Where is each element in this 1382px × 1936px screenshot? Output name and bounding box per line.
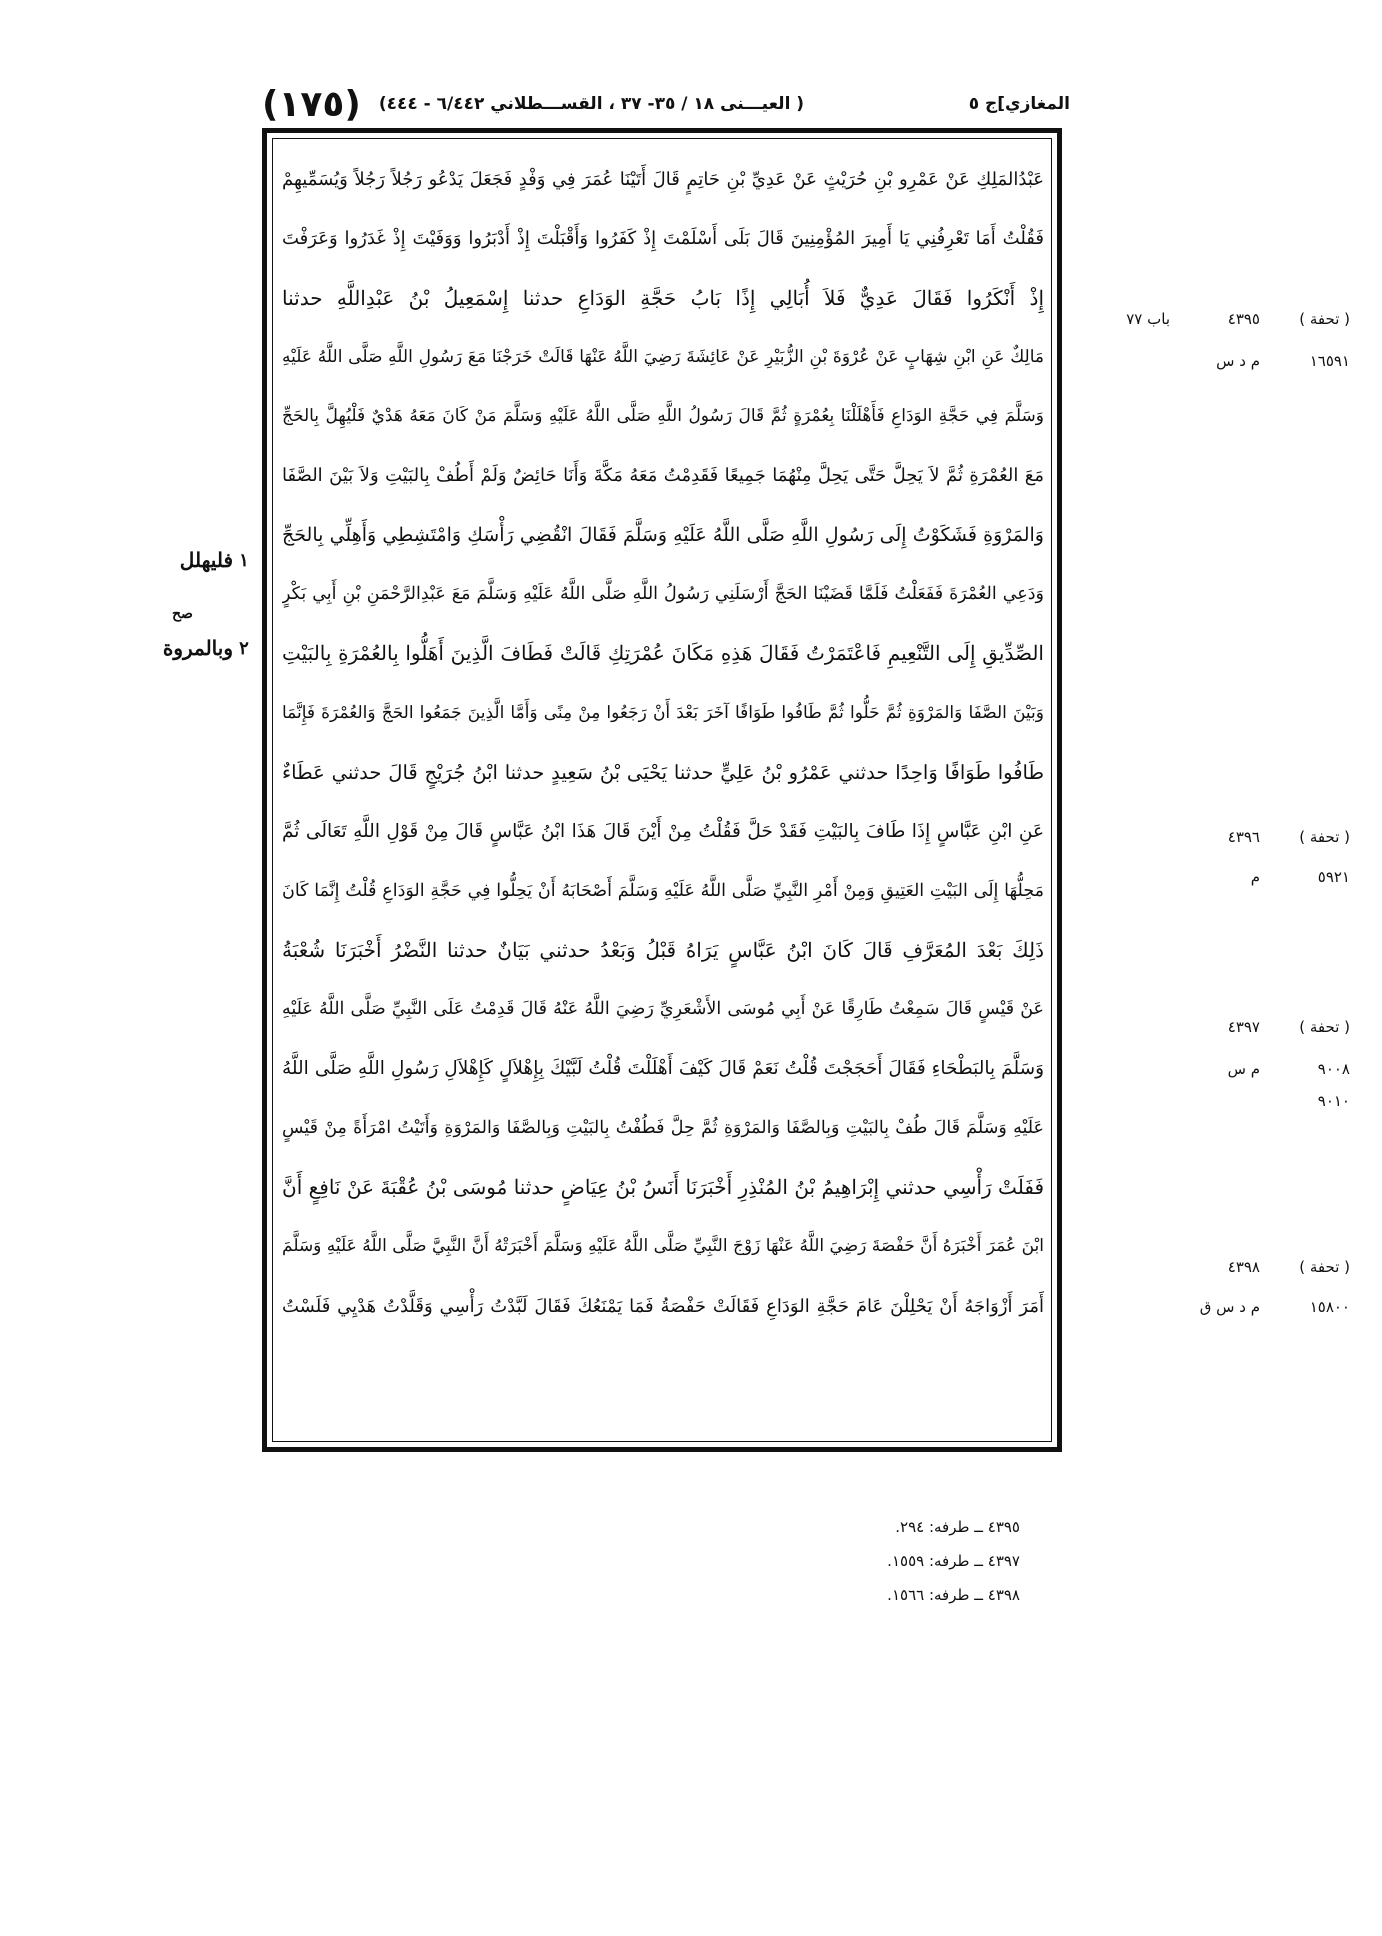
tuhfa-ref-row bbox=[1090, 352, 1350, 376]
tuhfa-label: ( تحفة ) bbox=[1299, 1018, 1350, 1036]
text-line: إِذْ أَنْكَرُوا فَقَالَ عَدِيٌّ فَلاَ أُبَالِي إِذًا بَابُ حَجَّةِ الوَدَاعِ حدثنا إِسْمَعِيلُ بْنُ عَبْدِاللَّهِ حدثنا bbox=[282, 285, 1044, 310]
text-line: ابْنَ عُمَرَ أَخْبَرَهُ أَنَّ حَفْصَةَ رَضِيَ اللَّهُ عَنْهَا زَوْجَ النَّبِيِّ صَلَّى اللَّهُ عَلَيْهِ وَسَلَّمَ أَخْبَرَتْهُ أَنَّ النَّبِيَّ صَلَّى اللَّهُ عَلَيْهِ وَسَلَّمَ bbox=[282, 1236, 1044, 1257]
hadith-number: ٤٣٩٧ bbox=[1227, 1018, 1260, 1036]
text-line: فَقُلْتُ أَمَا تَعْرِفُنِي يَا أَمِيرَ المُؤْمِنِينَ قَالَ بَلَى أَسْلَمْتَ إِذْ كَفَرُوا وَأَقْبَلْتَ إِذْ أَدْبَرُوا وَوَفَيْتَ إِذْ غَدَرُوا وَعَرَفْتَ bbox=[282, 228, 1044, 250]
tuhfa-number: ٥٩٢١ bbox=[1317, 868, 1350, 886]
tuhfa-label: ( تحفة ) bbox=[1299, 310, 1350, 328]
tuhfa-number: ١٥٨٠٠ bbox=[1309, 1298, 1350, 1316]
book-label: المغازي]ج ٥ bbox=[968, 94, 1070, 114]
tuhfa-ref-row bbox=[1090, 868, 1350, 892]
text-line: مَعَ العُمْرَةِ ثُمَّ لاَ يَحِلَّ حَتَّى يَحِلَّ مِنْهُمَا جَمِيعًا فَقَدِمْتُ مَعَهُ مَكَّةَ وَأَنَا حَائِضٌ وَلَمْ أَطُفْ بِالبَيْتِ وَلاَ بَيْنَ الصَّفَا bbox=[282, 465, 1044, 487]
sahh-mark: صح bbox=[172, 606, 193, 622]
text-line: عَنْ قَيْسٍ قَالَ سَمِعْتُ طَارِقًا عَنْ أَبِي مُوسَى الأَشْعَرِيِّ رَضِيَ اللَّهُ عَنْهُ قَالَ قَدِمْتُ عَلَى النَّبِيِّ صَلَّى اللَّهُ عَلَيْهِ bbox=[282, 999, 1044, 1020]
hadith-number: ٤٣٩٥ bbox=[1227, 310, 1260, 328]
footnote: ٤٣٩٥ ــ طرفه: ٢٩٤. bbox=[895, 1518, 1020, 1536]
tuhfa-sigla: م د س ق bbox=[1199, 1298, 1260, 1316]
text-line: عَلَيْهِ وَسَلَّمَ قَالَ طُفْ بِالبَيْتِ وَبِالصَّفَا وَالمَرْوَةِ ثُمَّ حِلَّ فَطُفْتُ بِالبَيْتِ وَبِالصَّفَا وَالمَرْوَةِ وَأَتَيْتُ امْرَأَةً مِنْ قَيْسٍ bbox=[282, 1117, 1044, 1138]
variant-number: ٢ bbox=[239, 637, 249, 659]
variant-text: فليهلل bbox=[179, 548, 233, 572]
variant-note bbox=[120, 548, 255, 572]
footnotes bbox=[720, 1510, 1020, 1612]
text-line: ذَلِكَ بَعْدَ المُعَرَّفِ قَالَ كَانَ ابْنُ عَبَّاسٍ يَرَاهُ قَبْلُ وَبَعْدُ حدثني بَيَانٌ حدثنا النَّضْرُ أَخْبَرَنَا شُعْبَةُ bbox=[282, 937, 1044, 962]
text-line: وَدَعِي العُمْرَةَ فَفَعَلْتُ فَلَمَّا قَضَيْنَا الحَجَّ أَرْسَلَنِي رَسُولُ اللَّهِ صَلَّى اللَّهُ عَلَيْهِ وَسَلَّمَ مَعَ عَبْدِالرَّحْمَنِ بْنِ أَبِي بَكْرٍ bbox=[282, 584, 1044, 605]
tuhfa-sigla: م bbox=[1250, 868, 1260, 886]
tuhfa-number: ١٦٥٩١ bbox=[1309, 352, 1350, 370]
main-text bbox=[282, 150, 1044, 1435]
text-line: وَبَيْنَ الصَّفَا وَالمَرْوَةِ ثُمَّ حَلُّوا ثُمَّ طَافُوا طَوَافًا آخَرَ بَعْدَ أَنْ رَجَعُوا مِنْ مِنًى وَأَمَّا الَّذِينَ جَمَعُوا الحَجَّ وَالعُمْرَةَ فَإِنَّمَا bbox=[282, 702, 1044, 723]
text-line: عَنِ ابْنِ عَبَّاسٍ إِذَا طَافَ بِالبَيْتِ فَقَدْ حَلَّ فَقُلْتُ مِنْ أَيْنَ قَالَ هَذَا ابْنُ عَبَّاسٍ قَالَ مِنْ قَوْلِ اللَّهِ تَعَالَى ثُمَّ bbox=[282, 821, 1044, 843]
tuhfa-ref-row bbox=[1090, 1092, 1350, 1116]
text-line: مَحِلُّهَا إِلَى البَيْتِ العَتِيقِ وَمِنْ أَمْرِ النَّبِيِّ صَلَّى اللَّهُ عَلَيْهِ وَسَلَّمَ أَصْحَابَهُ أَنْ يَحِلُّوا فِي حَجَّةِ الوَدَاعِ قُلْتُ إِنَّمَا كَانَ bbox=[282, 880, 1044, 901]
tuhfa-ref-row bbox=[1090, 1298, 1350, 1322]
tuhfa-label: ( تحفة ) bbox=[1299, 1258, 1350, 1276]
tuhfa-label: ( تحفة ) bbox=[1299, 828, 1350, 846]
text-line: الصِّدِّيقِ إِلَى التَّنْعِيمِ فَاعْتَمَرْتُ فَقَالَ هَذِهِ مَكَانَ عُمْرَتِكِ قَالَتْ فَطَافَ الَّذِينَ أَهَلُّوا بِالعُمْرَةِ بِالبَيْتِ bbox=[282, 641, 1044, 666]
page-header bbox=[262, 82, 1070, 126]
footnote: ٤٣٩٨ ــ طرفه: ١٥٦٦. bbox=[887, 1586, 1020, 1604]
commentary-references: ( العيـــنى ١٨ / ٣٥- ٣٧ ، القســـطلاني ٦/٤٤٢ - ٤٤٤) bbox=[378, 94, 805, 114]
tuhfa-number: ٩٠١٠ bbox=[1317, 1092, 1350, 1110]
tuhfa-ref-row bbox=[1090, 310, 1350, 334]
tuhfa-sigla: م د س bbox=[1216, 352, 1260, 370]
tuhfa-number: ٩٠٠٨ bbox=[1317, 1060, 1350, 1078]
text-line: وَسَلَّمَ فِي حَجَّةِ الوَدَاعِ فَأَهْلَلْنَا بِعُمْرَةٍ ثُمَّ قَالَ رَسُولُ اللَّهِ صَلَّى اللَّهُ عَلَيْهِ وَسَلَّمَ مَنْ كَانَ مَعَهُ هَدْيٌ فَلْيُهِلَّ بِالحَجِّ bbox=[282, 406, 1044, 427]
tuhfa-ref-row bbox=[1090, 1258, 1350, 1282]
tuhfa-sigla: م س bbox=[1227, 1060, 1260, 1078]
text-line: مَالِكٌ عَنِ ابْنِ شِهَابٍ عَنْ عُرْوَةَ بْنِ الزُّبَيْرِ عَنْ عَائِشَةَ رَضِيَ اللَّهُ عَنْهَا قَالَتْ خَرَجْنَا مَعَ رَسُولِ اللَّهِ صَلَّى اللَّهُ عَلَيْهِ bbox=[282, 346, 1044, 367]
bab-number: باب ٧٧ bbox=[1126, 310, 1170, 328]
footnote: ٤٣٩٧ ــ طرفه: ١٥٥٩. bbox=[887, 1552, 1020, 1570]
variant-text: وبالمروة bbox=[162, 636, 233, 660]
text-line: وَسَلَّمَ بِالبَطْحَاءِ فَقَالَ أَحَجَجْتَ قُلْتُ نَعَمْ قَالَ كَيْفَ أَهْلَلْتَ قُلْتُ لَبَّيْكَ بِإِهْلاَلٍ كَإِهْلاَلِ رَسُولِ اللَّهِ صَلَّى اللَّهُ bbox=[282, 1058, 1044, 1080]
text-line: فَفَلَتْ رَأْسِي حدثني إِبْرَاهِيمُ بْنُ المُنْذِرِ أَخْبَرَنَا أَنَسُ بْنُ عِيَاضٍ حدثنا مُوسَى بْنُ عُقْبَةَ عَنْ نَافِعٍ أَنَّ bbox=[282, 1175, 1044, 1200]
tuhfa-ref-row bbox=[1090, 1060, 1350, 1084]
tuhfa-ref-row bbox=[1090, 1018, 1350, 1042]
tuhfa-ref-row bbox=[1090, 828, 1350, 852]
page-number: (١٧٥) bbox=[262, 83, 361, 125]
hadith-number: ٤٣٩٨ bbox=[1227, 1258, 1260, 1276]
text-line: وَالمَرْوَةِ فَشَكَوْتُ إِلَى رَسُولِ اللَّهِ صَلَّى اللَّهُ عَلَيْهِ وَسَلَّمَ فَقَالَ انْقُضِي رَأْسَكِ وَامْتَشِطِي وَأَهِلِّي بِالحَجِّ bbox=[282, 523, 1044, 546]
text-line: أَمَرَ أَزْوَاجَهُ أَنْ يَحْلِلْنَ عَامَ حَجَّةِ الوَدَاعِ فَقَالَتْ حَفْصَةُ فَمَا يَمْنَعُكَ فَقَالَ لَبَّدْتُ رَأْسِي وَقَلَّدْتُ هَدْيِي فَلَسْتُ bbox=[282, 1295, 1044, 1317]
variant-number: ١ bbox=[239, 549, 249, 571]
text-line: عَبْدُالمَلِكِ عَنْ عَمْرِو بْنِ حُرَيْثٍ عَنْ عَدِيِّ بْنِ حَاتِمٍ قَالَ أَتَيْنَا عُمَرَ فِي وَفْدٍ فَجَعَلَ يَدْعُو رَجُلاً رَجُلاً وَيُسَمِّيهِمْ bbox=[282, 169, 1044, 190]
variant-note bbox=[120, 636, 255, 660]
text-line: طَافُوا طَوَافًا وَاحِدًا حدثني عَمْرُو بْنُ عَلِيٍّ حدثنا يَحْيَى بْنُ سَعِيدٍ حدثنا ابْنُ جُرَيْجٍ قَالَ حدثني عَطَاءٌ bbox=[282, 760, 1044, 784]
hadith-number: ٤٣٩٦ bbox=[1227, 828, 1260, 846]
